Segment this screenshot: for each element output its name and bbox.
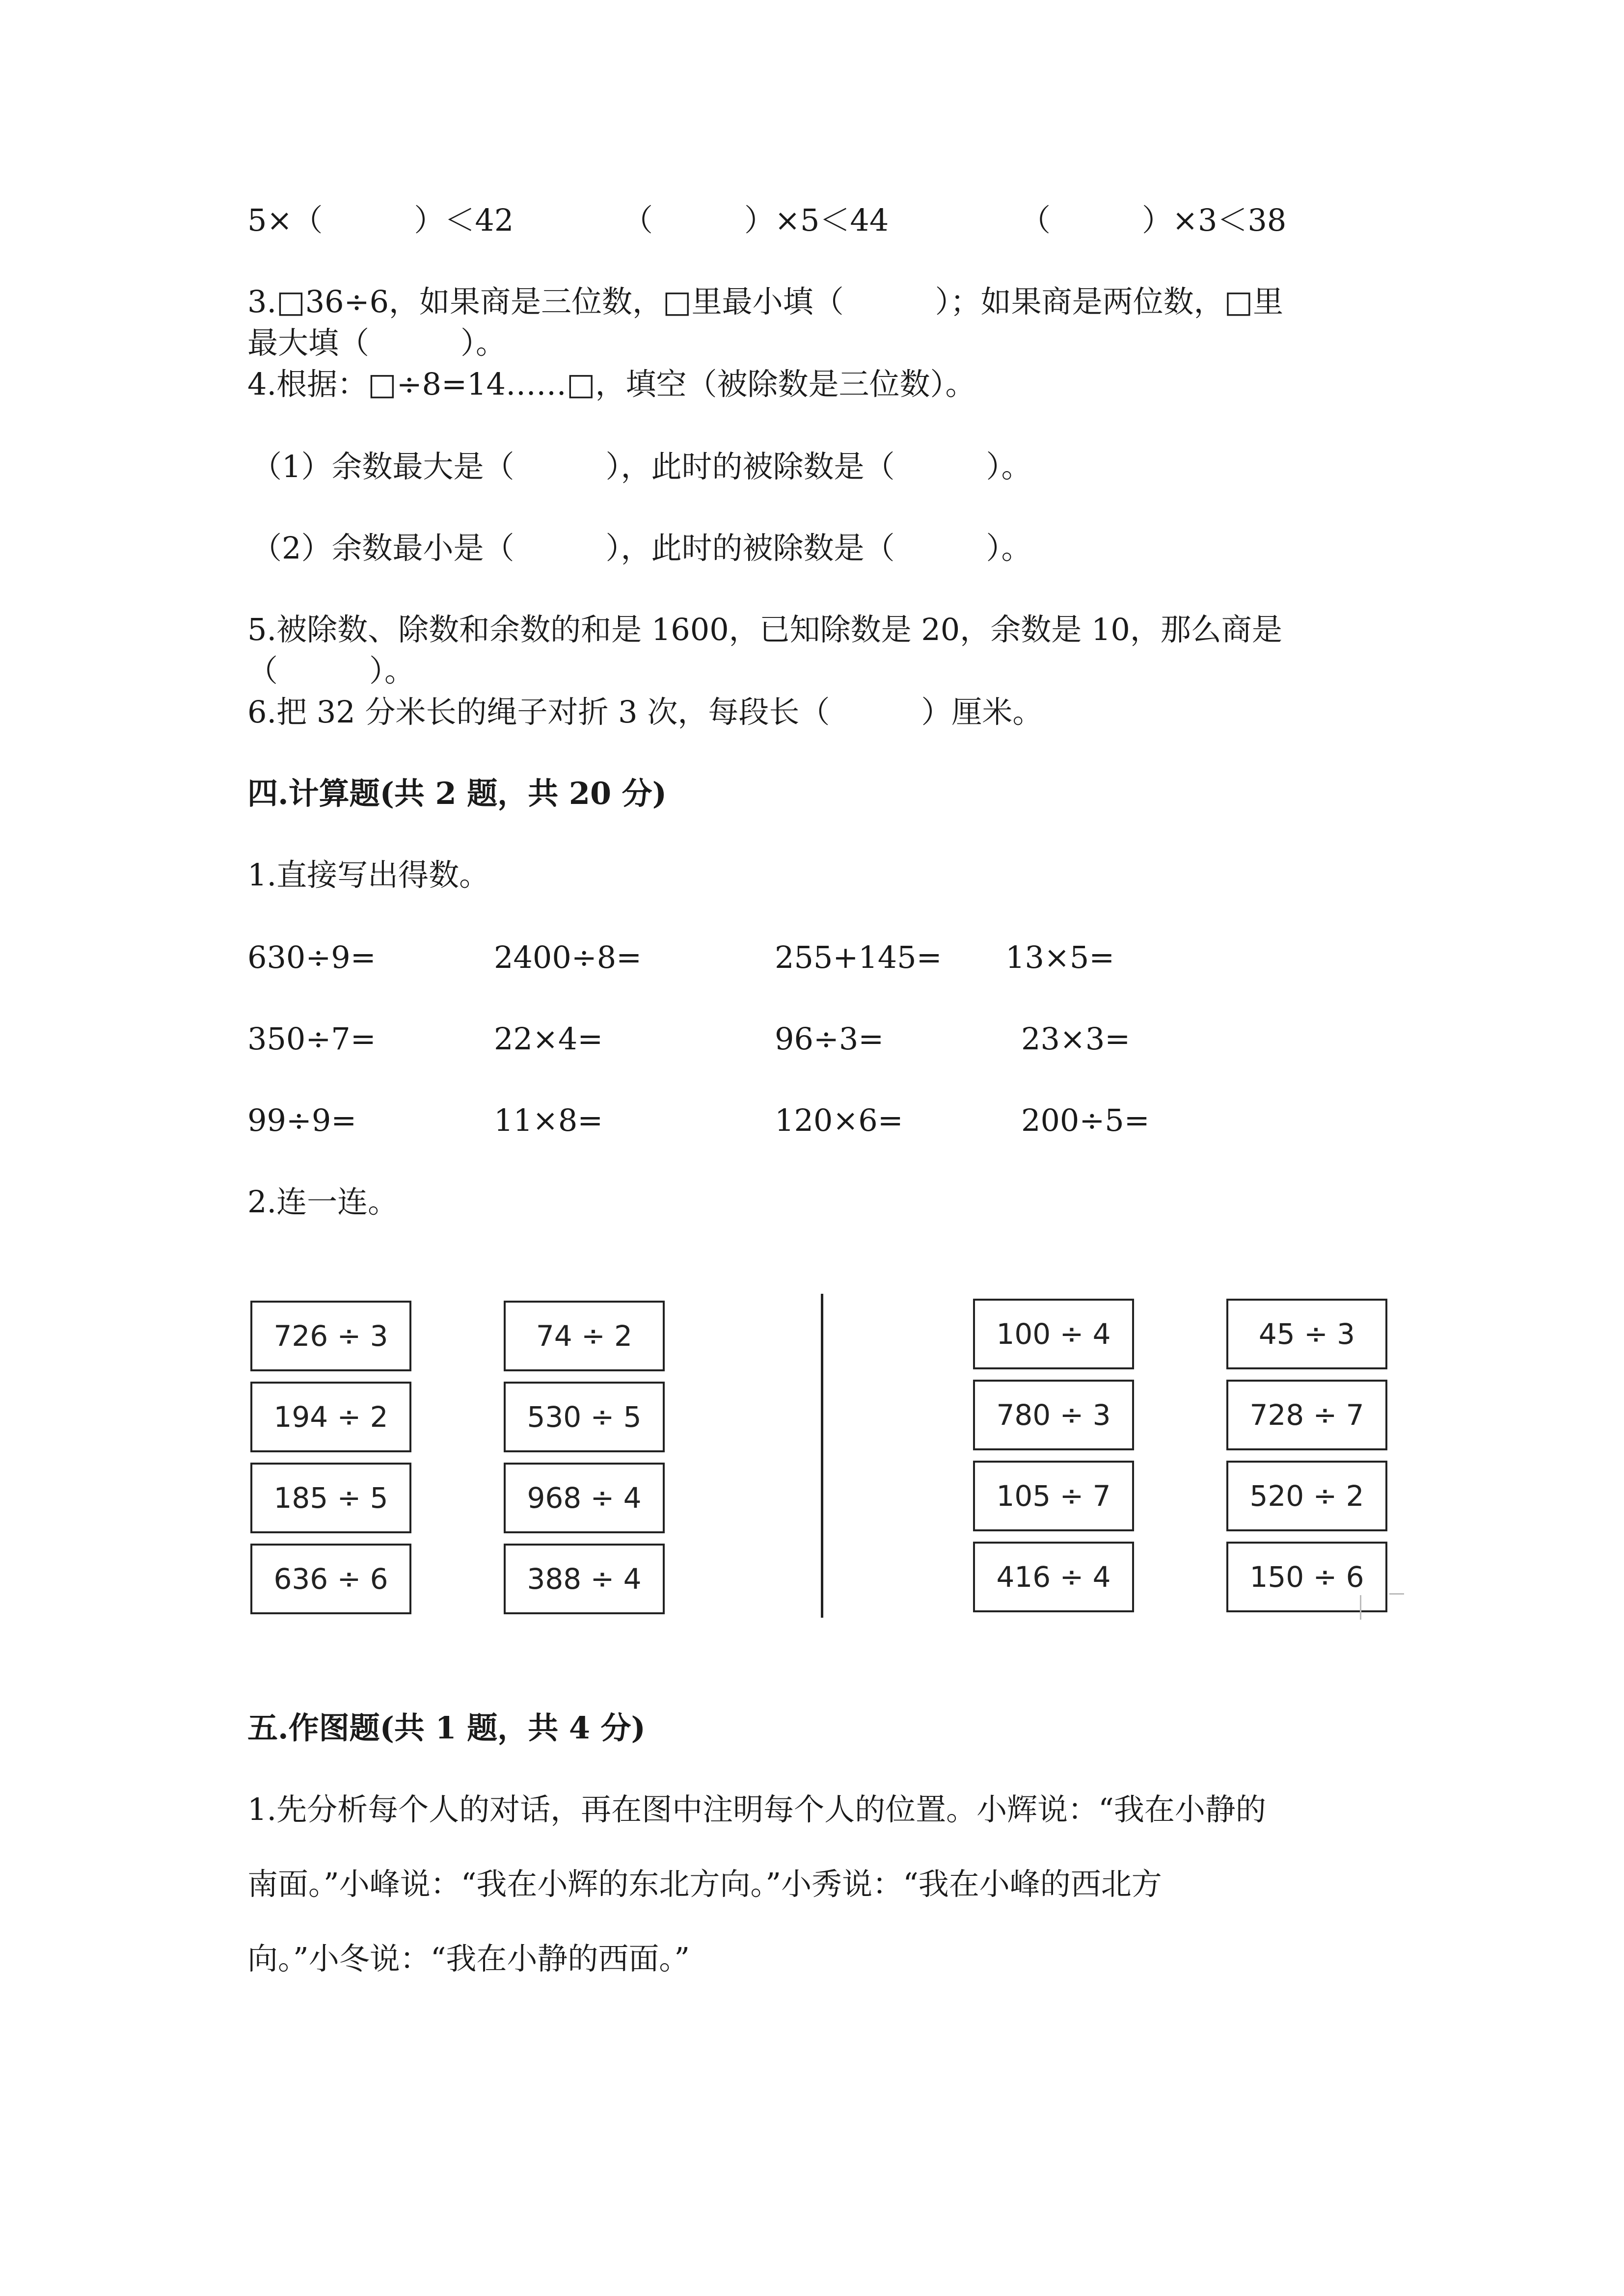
match-box[interactable]: 968 ÷ 4 xyxy=(504,1463,665,1533)
calc-item: 2400÷8= xyxy=(494,939,642,975)
calc-item: 23×3= xyxy=(1021,1021,1131,1057)
match-box[interactable]: 194 ÷ 2 xyxy=(250,1382,411,1452)
question-3-line-1: 3.□36÷6，如果商是三位数，□里最小填（ ）；如果商是两位数，□里 xyxy=(247,284,1284,320)
match-box[interactable]: 105 ÷ 7 xyxy=(973,1461,1134,1531)
calc-item: 120×6= xyxy=(775,1102,903,1138)
crop-mark xyxy=(1389,1593,1404,1595)
match-box[interactable]: 150 ÷ 6 xyxy=(1226,1542,1387,1612)
match-box[interactable]: 780 ÷ 3 xyxy=(973,1380,1134,1450)
match-box[interactable]: 636 ÷ 6 xyxy=(250,1544,411,1614)
question-3-line-2: 最大填（ ）。 xyxy=(247,325,507,361)
match-box[interactable]: 45 ÷ 3 xyxy=(1226,1299,1387,1369)
question-4-part-1: （1）余数最大是（ ），此时的被除数是（ ）。 xyxy=(251,449,1032,484)
calc-item: 350÷7= xyxy=(247,1021,376,1057)
match-box[interactable]: 74 ÷ 2 xyxy=(504,1301,665,1371)
match-box[interactable]: 530 ÷ 5 xyxy=(504,1382,665,1452)
calc-item: 255+145= xyxy=(775,939,942,975)
match-box[interactable]: 100 ÷ 4 xyxy=(973,1299,1134,1369)
calc-item: 11×8= xyxy=(494,1102,603,1138)
section-4-heading: 四.计算题(共 2 题，共 20 分) xyxy=(247,775,667,811)
calc-item: 630÷9= xyxy=(247,939,376,975)
question-5-line-1: 5.被除数、除数和余数的和是 1600，已知除数是 20，余数是 10，那么商是 xyxy=(247,612,1282,647)
section-5-question-1-line-1: 1.先分析每个人的对话，再在图中注明每个人的位置。小辉说：“我在小静的 xyxy=(247,1791,1266,1827)
question-5-line-2: （ ）。 xyxy=(247,653,415,689)
match-divider xyxy=(821,1294,823,1618)
question-4-part-2: （2）余数最小是（ ），此时的被除数是（ ）。 xyxy=(251,530,1032,566)
calc-item: 13×5= xyxy=(1005,939,1115,975)
calc-item: 96÷3= xyxy=(775,1021,884,1057)
section-5-heading: 五.作图题(共 1 题，共 4 分) xyxy=(247,1710,646,1746)
inequality-1: 5×（ ）＜42 xyxy=(247,202,514,238)
calc-item: 99÷9= xyxy=(247,1102,357,1138)
match-box[interactable]: 388 ÷ 4 xyxy=(504,1544,665,1614)
match-box[interactable]: 728 ÷ 7 xyxy=(1226,1380,1387,1450)
section-4-question-2: 2.连一连。 xyxy=(247,1184,399,1220)
section-5-question-1-line-3: 向。”小冬说：“我在小静的西面。” xyxy=(247,1941,690,1976)
question-4: 4.根据：□÷8=14……□，填空（被除数是三位数）。 xyxy=(247,366,976,402)
section-4-question-1: 1.直接写出得数。 xyxy=(247,857,490,893)
match-box[interactable]: 520 ÷ 2 xyxy=(1226,1461,1387,1531)
question-6: 6.把 32 分米长的绳子对折 3 次，每段长（ ）厘米。 xyxy=(247,694,1043,730)
match-box[interactable]: 726 ÷ 3 xyxy=(250,1301,411,1371)
match-box[interactable]: 416 ÷ 4 xyxy=(973,1542,1134,1612)
section-5-question-1-line-2: 南面。”小峰说：“我在小辉的东北方向。”小秀说：“我在小峰的西北方 xyxy=(247,1866,1162,1902)
calc-item: 22×4= xyxy=(494,1021,603,1057)
calc-item: 200÷5= xyxy=(1021,1102,1150,1138)
crop-mark xyxy=(1360,1595,1361,1620)
match-box[interactable]: 185 ÷ 5 xyxy=(250,1463,411,1533)
inequality-3: （ ）×3＜38 xyxy=(1020,202,1287,238)
inequality-2: （ ）×5＜44 xyxy=(623,202,889,238)
